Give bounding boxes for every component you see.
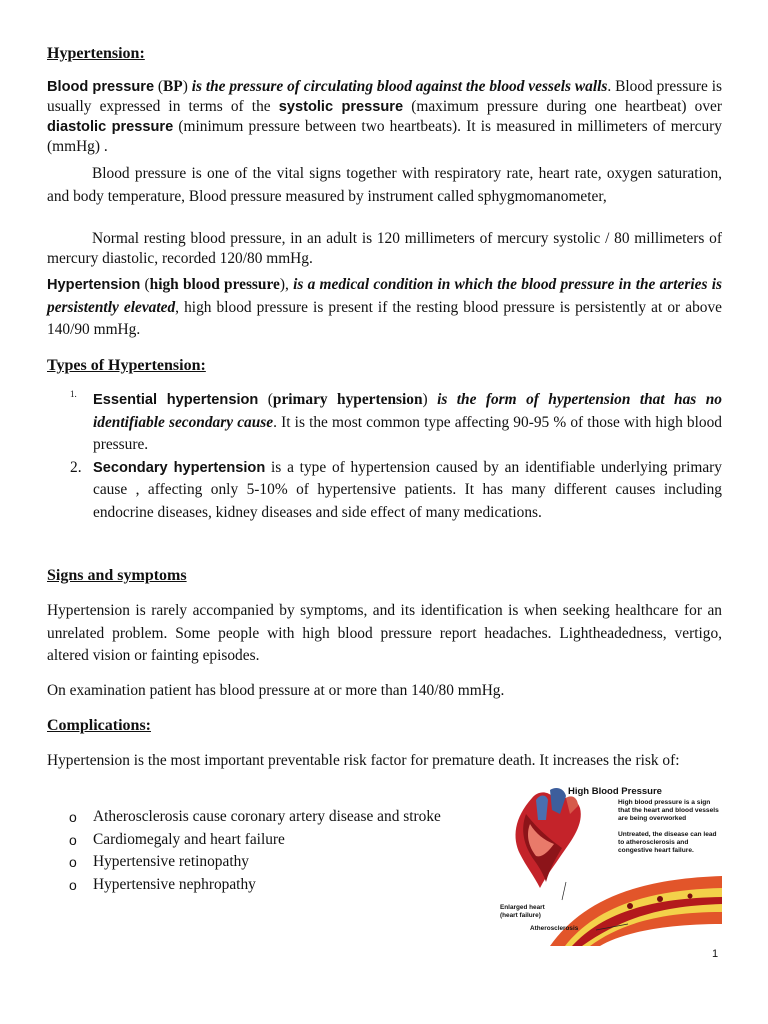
normal-bp-paragraph [47, 229, 722, 269]
heading-types: Types of Hypertension: [47, 357, 206, 374]
page-number: 1 [712, 948, 719, 960]
high-blood-pressure-figure [500, 784, 722, 946]
hypertension-paragraph [47, 274, 722, 342]
ht-term: Hypertension [47, 277, 141, 293]
bp-diastolic: diastolic pressure [47, 119, 174, 135]
vital-signs-paragraph [47, 163, 722, 208]
list-item: o Hypertensive retinopathy [47, 851, 499, 874]
ht-rest: , high blood pressure is present if the resting blood pressure is persistently at or above 140/90 mmHg. [47, 298, 722, 338]
bp-abbr: BP [163, 78, 183, 95]
ht-paren-close: ), [279, 276, 294, 293]
figure-note-2: Untreated, the disease can lead to atherosclerosis and congestive heart failure. [618, 831, 717, 854]
ht-paren-term: high blood pressure [149, 276, 280, 293]
figure-title: High Blood Pressure [568, 786, 662, 797]
signs-text: Hypertension is rarely accompanied by symptoms, and its identification is when seeking healthcare for an unrelated problem. Some people with high blood pressure report headaches. Lightheadedness, vertigo, altered vision or fainting episodes. [47, 602, 722, 664]
bp-text-1: . Blood pressure is usually expressed in terms of the [47, 78, 722, 115]
list-item: o Atherosclerosis cause coronary artery disease and stroke [47, 806, 499, 829]
type-paren-close: ) [422, 391, 438, 408]
bp-definition: is the pressure of circulating blood against the blood vessels walls [191, 78, 608, 95]
type-term: Secondary hypertension [93, 459, 266, 476]
vital-signs-text: Blood pressure is one of the vital signs together with respiratory rate, heart rate, oxygen saturation, and body temperature, Blood pressure measured by instrument called sphygmomanometer, [47, 165, 722, 205]
figure-note-1: High blood pressure is a sign that the heart and blood vessels are being overworked [618, 799, 719, 822]
bp-text-2: (maximum pressure during one heartbeat) over [403, 98, 722, 115]
list-item: o Cardiomegaly and heart failure [47, 829, 499, 852]
type-rest: . It is the most common type affecting 90-95 % of those with high blood pressure. [93, 413, 722, 453]
heading-complications: Complications: [47, 717, 151, 734]
bp-systolic: systolic pressure [278, 99, 404, 115]
complications-text: Hypertension is the most important preventable risk factor for premature death. It increases the risk of: [47, 752, 680, 769]
type-paren-open: ( [258, 391, 273, 408]
list-number: 2. [70, 458, 82, 476]
list-item [47, 457, 722, 525]
heading-signs: Signs and symptoms [47, 567, 187, 584]
normal-bp-text: Normal resting blood pressure, in an adult is 120 millimeters of mercury systolic / 80 millimeters of mercury diastolic, recorded 120/80 mmHg. [47, 230, 722, 267]
complications-paragraph [47, 750, 722, 773]
bp-paren-close: ) [182, 78, 192, 95]
type-paren-term: primary hypertension [272, 391, 423, 408]
list-item [47, 389, 722, 457]
figure-label-heart: Enlarged heart (heart failure) [500, 904, 545, 919]
type-term: Essential hypertension [93, 392, 259, 408]
bp-text-3: (minimum pressure between two heartbeats). It is measured in millimeters of mercury (mmHg) . [47, 118, 722, 155]
heading-hypertension: Hypertension: [47, 45, 145, 62]
signs-paragraph [47, 600, 722, 668]
ht-definition: is a medical condition in which the blood pressure in the arteries is persistently elevated [47, 276, 722, 316]
figure-label-atherosclerosis: Atherosclerosis [530, 925, 579, 932]
types-list [47, 389, 722, 524]
exam-text: On examination patient has blood pressure at or more than 140/80 mmHg. [47, 682, 505, 699]
bp-paren-open: ( [154, 78, 164, 95]
bp-paragraph [47, 77, 722, 157]
ht-paren-open: ( [140, 276, 150, 293]
list-number: 1. [70, 389, 77, 399]
complications-list [47, 806, 499, 896]
bp-term: Blood pressure [47, 79, 155, 95]
list-item: o Hypertensive nephropathy [47, 874, 499, 897]
type-rest: is a type of hypertension caused by an identifiable underlying primary cause , affecting only 5-10% of hypertensive patients. It has many different causes including endocrine diseases, kidney diseases and side effect of many medications. [93, 458, 723, 521]
type-definition: is the form of hypertension that has no identifiable secondary cause [93, 391, 722, 431]
exam-paragraph [47, 680, 722, 703]
